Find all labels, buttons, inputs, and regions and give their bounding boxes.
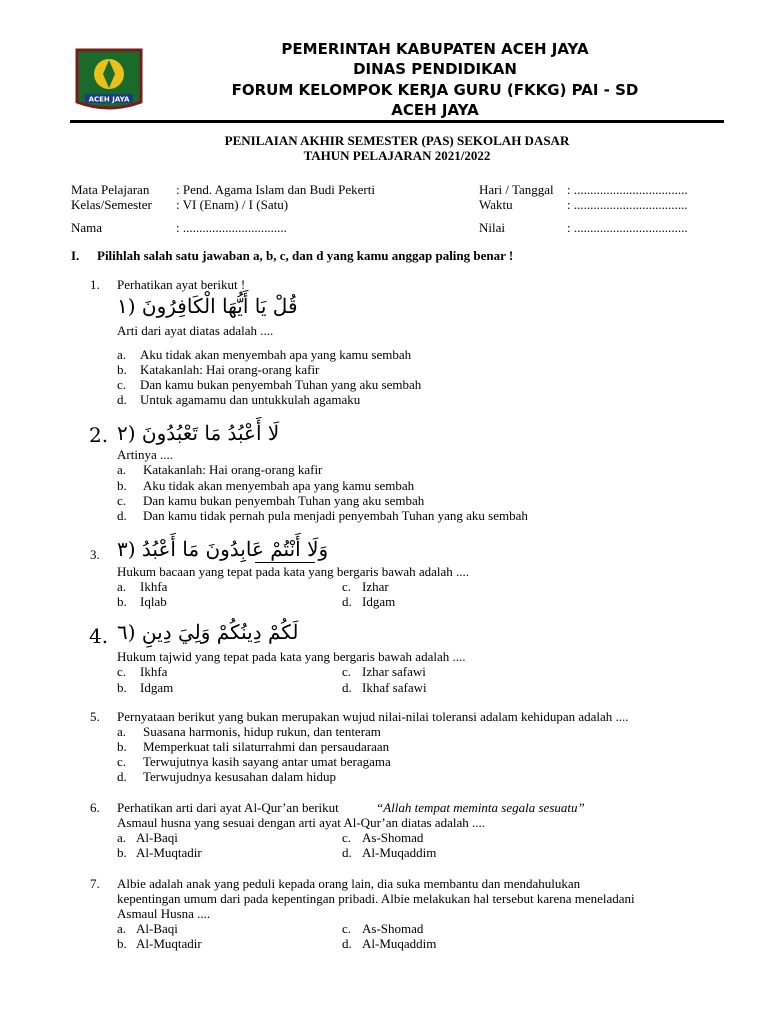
q3-text: Hukum bacaan yang tepat pada kata yang bergaris bawah adalah .... <box>117 564 470 579</box>
q2-c-letter: c. <box>117 493 127 508</box>
mapel-label: Mata Pelajaran <box>71 182 150 197</box>
q5-text: Pernyataan berikut yang bukan merupakan wujud nilai-nilai toleransi adalam kehidupan adalah .... <box>117 709 629 724</box>
q1-b-letter: b. <box>117 362 127 377</box>
q3-d-letter: d. <box>342 594 352 609</box>
q6-text2: Asmaul husna yang sesuai dengan arti ayat Al-Qur’an diatas adalah .... <box>117 815 485 830</box>
q2-number: 2. <box>89 423 109 447</box>
q6-b-letter: b. <box>117 845 127 860</box>
mapel-value: : Pend. Agama Islam dan Budi Pekerti <box>176 182 375 197</box>
header-line-1: PEMERINTAH KABUPATEN ACEH JAYA <box>281 40 589 58</box>
waktu-value: : ................................... <box>567 197 688 212</box>
q3-arabic: وَلَا أَنْتُمْ عَابِدُونَ مَا أَعْبُدُ (٣ <box>117 537 329 561</box>
q2-arabic: لَا أَعْبُدُ مَا تَعْبُدُونَ (٢ <box>117 421 280 445</box>
q2-option-a: Katakanlah: Hai orang-orang kafir <box>143 462 323 477</box>
q6-option-a: Al-Baqi <box>136 830 178 845</box>
q7-a-letter: a. <box>117 921 127 936</box>
q1-text2: Arti dari ayat diatas adalah .... <box>117 323 274 338</box>
q3-underline <box>255 562 315 563</box>
q7-c-letter: c. <box>342 921 352 936</box>
q6-text: Perhatikan arti dari ayat Al-Qur’an berikut <box>117 800 339 815</box>
q4-text: Hukum tajwid yang tepat pada kata yang bergaris bawah adalah .... <box>117 649 466 664</box>
q3-number: 3. <box>90 547 100 562</box>
q5-number: 5. <box>90 709 100 724</box>
nama-label: Nama <box>71 220 103 235</box>
q2-d-letter: d. <box>117 508 127 523</box>
q3-option-c: Izhar <box>362 579 389 594</box>
q3-option-a: Ikhfa <box>140 579 168 594</box>
q5-option-b: Memperkuat tali silaturrahmi dan persaudaraan <box>143 739 390 754</box>
q7-number: 7. <box>90 876 100 891</box>
q4-option-d: Ikhaf safawi <box>362 680 427 695</box>
q4-c-letter-right: c. <box>342 664 352 679</box>
waktu-label: Waktu <box>479 197 513 212</box>
q3-option-d: Idgam <box>362 594 396 609</box>
q5-option-d: Terwujudnya kesusahan dalam hidup <box>143 769 336 784</box>
q1-a-letter: a. <box>117 347 127 362</box>
q7-line-1: Albie adalah anak yang peduli kepada orang lain, dia suka membantu dan mendahulukan <box>117 876 581 891</box>
q2-b-letter: b. <box>117 478 127 493</box>
q5-option-c: Terwujutnya kasih sayang antar umat beragama <box>143 754 391 769</box>
section-instruction: Pilihlah salah satu jawaban a, b, c, dan d yang kamu anggap paling benar ! <box>97 248 514 263</box>
q5-d-letter: d. <box>117 769 127 784</box>
q6-a-letter: a. <box>117 830 127 845</box>
q5-option-a: Suasana harmonis, hidup rukun, dan tenteram <box>143 724 381 739</box>
q7-b-letter: b. <box>117 936 127 951</box>
aceh-jaya-logo <box>75 48 143 114</box>
q5-a-letter: a. <box>117 724 127 739</box>
header-line-2: DINAS PENDIDIKAN <box>353 60 517 78</box>
q6-option-d: Al-Muqaddim <box>362 845 437 860</box>
q7-option-c: As-Shomad <box>362 921 424 936</box>
q1-text: Perhatikan ayat berikut ! <box>117 277 246 292</box>
q5-c-letter: c. <box>117 754 127 769</box>
q1-option-d: Untuk agamamu dan untukkulah agamaku <box>140 392 361 407</box>
q4-option-c-left: Ikhfa <box>140 664 168 679</box>
q4-b-letter: b. <box>117 680 127 695</box>
kelas-value: : VI (Enam) / I (Satu) <box>176 197 289 212</box>
q1-d-letter: d. <box>117 392 127 407</box>
exam-year: TAHUN PELAJARAN 2021/2022 <box>303 148 491 163</box>
q6-option-b: Al-Muqtadir <box>136 845 202 860</box>
nama-value: : ................................ <box>176 220 287 235</box>
q7-line-2: kepentingan umum dari pada kepentingan pribadi. Albie melakukan hal tersebut karena meneladani <box>117 891 635 906</box>
q6-quote: “Allah tempat meminta segala sesuatu” <box>376 800 585 815</box>
kelas-label: Kelas/Semester <box>71 197 152 212</box>
header-divider <box>70 120 724 123</box>
q4-number: 4. <box>89 624 109 648</box>
q2-text: Artinya .... <box>117 447 173 462</box>
q4-d-letter: d. <box>342 680 352 695</box>
q2-option-d: Dan kamu tidak pernah pula menjadi penyembah Tuhan yang aku sembah <box>143 508 528 523</box>
q3-option-b: Iqlab <box>140 594 167 609</box>
q3-c-letter: c. <box>342 579 352 594</box>
q4-c-letter-left: c. <box>117 664 127 679</box>
q1-option-b: Katakanlah: Hai orang-orang kafir <box>140 362 320 377</box>
q3-a-letter: a. <box>117 579 127 594</box>
q7-option-b: Al-Muqtadir <box>136 936 202 951</box>
header-line-4: ACEH JAYA <box>391 101 479 119</box>
logo-text: ACEH JAYA <box>88 95 130 104</box>
q1-arabic: قُلْ يَا أَيُّهَا الْكَافِرُونَ (١ <box>117 294 298 318</box>
exam-title: PENILAIAN AKHIR SEMESTER (PAS) SEKOLAH DASAR <box>224 133 570 148</box>
hari-value: : ................................... <box>567 182 688 197</box>
q6-option-c: As-Shomad <box>362 830 424 845</box>
q4-option-b: Idgam <box>140 680 174 695</box>
header-line-3: FORUM KELOMPOK KERJA GURU (FKKG) PAI - SD <box>231 81 639 99</box>
hari-label: Hari / Tanggal <box>479 182 554 197</box>
q2-option-b: Aku tidak akan menyembah apa yang kamu sembah <box>143 478 415 493</box>
q2-option-c: Dan kamu bukan penyembah Tuhan yang aku sembah <box>143 493 425 508</box>
section-number: I. <box>71 248 80 263</box>
nilai-value: : ................................... <box>567 220 688 235</box>
q2-a-letter: a. <box>117 462 127 477</box>
q6-d-letter: d. <box>342 845 352 860</box>
q4-arabic: لَكُمْ دِينُكُمْ وَلِيَ دِينِ (٦ <box>117 620 299 644</box>
q1-c-letter: c. <box>117 377 127 392</box>
q1-number: 1. <box>90 277 100 292</box>
q5-b-letter: b. <box>117 739 127 754</box>
q6-c-letter: c. <box>342 830 352 845</box>
nilai-label: Nilai <box>479 220 505 235</box>
q6-number: 6. <box>90 800 100 815</box>
q1-option-c: Dan kamu bukan penyembah Tuhan yang aku sembah <box>140 377 422 392</box>
q7-line-3: Asmaul Husna .... <box>117 906 211 921</box>
q7-option-a: Al-Baqi <box>136 921 178 936</box>
q1-option-a: Aku tidak akan menyembah apa yang kamu sembah <box>140 347 412 362</box>
q4-option-c-right: Izhar safawi <box>362 664 426 679</box>
q7-d-letter: d. <box>342 936 352 951</box>
q3-b-letter: b. <box>117 594 127 609</box>
q7-option-d: Al-Muqaddim <box>362 936 437 951</box>
